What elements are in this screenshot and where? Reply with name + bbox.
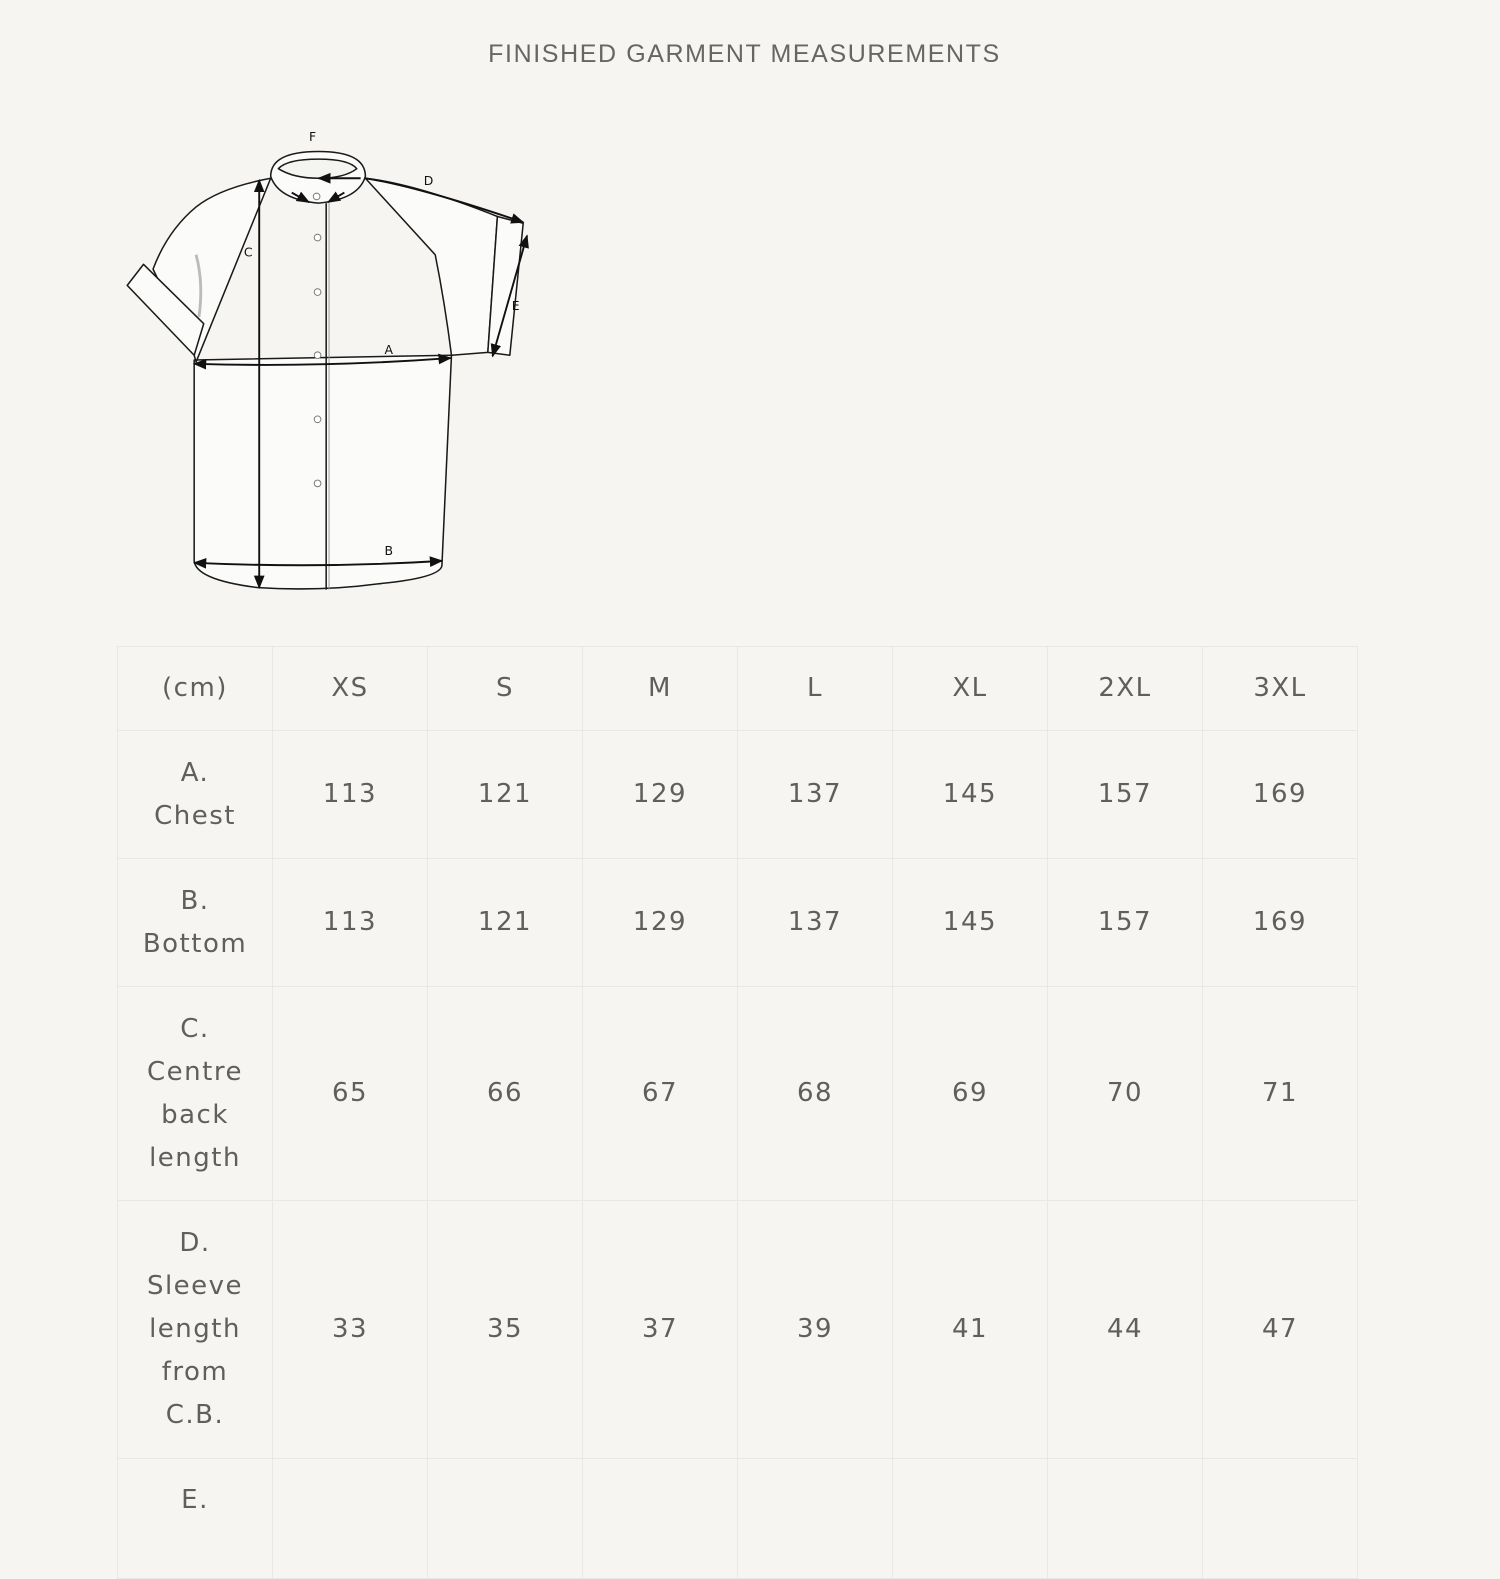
table-row bbox=[118, 987, 1358, 1201]
table-row bbox=[118, 731, 1358, 859]
table-row bbox=[118, 1459, 1358, 1579]
row-label-e: E. bbox=[118, 1459, 273, 1579]
page-title: FINISHED GARMENT MEASUREMENTS bbox=[488, 40, 1001, 68]
table-cell: 39 bbox=[738, 1201, 893, 1459]
table-cell bbox=[273, 1459, 428, 1579]
table-cell: 157 bbox=[1048, 731, 1203, 859]
size-chart-table bbox=[117, 646, 1358, 1579]
table-cell: 113 bbox=[273, 731, 428, 859]
table-cell: 129 bbox=[583, 731, 738, 859]
row-label-sleeve-length: D. Sleeve length from C.B. bbox=[118, 1201, 273, 1459]
size-header-m: M bbox=[583, 647, 738, 731]
size-header-l: L bbox=[738, 647, 893, 731]
row-label-chest: A. Chest bbox=[118, 731, 273, 859]
table-cell: 67 bbox=[583, 987, 738, 1201]
table-cell bbox=[1203, 1459, 1358, 1579]
table-cell bbox=[1048, 1459, 1203, 1579]
table-cell: 113 bbox=[273, 859, 428, 987]
table-cell bbox=[738, 1459, 893, 1579]
table-cell bbox=[583, 1459, 738, 1579]
table-cell: 66 bbox=[428, 987, 583, 1201]
table-cell: 70 bbox=[1048, 987, 1203, 1201]
table-cell: 33 bbox=[273, 1201, 428, 1459]
diagram-label-b: B bbox=[384, 543, 394, 559]
size-header-3xl: 3XL bbox=[1203, 647, 1358, 731]
table-row bbox=[118, 1201, 1358, 1459]
table-cell: 71 bbox=[1203, 987, 1358, 1201]
table-cell: 145 bbox=[893, 859, 1048, 987]
table-cell: 65 bbox=[273, 987, 428, 1201]
table-cell: 37 bbox=[583, 1201, 738, 1459]
table-header-row bbox=[118, 647, 1358, 731]
diagram-label-a: A bbox=[384, 342, 394, 358]
table-cell: 137 bbox=[738, 859, 893, 987]
table-cell: 47 bbox=[1203, 1201, 1358, 1459]
diagram-label-c: C bbox=[243, 244, 253, 260]
table-cell: 69 bbox=[893, 987, 1048, 1201]
table-cell: 68 bbox=[738, 987, 893, 1201]
table-cell: 157 bbox=[1048, 859, 1203, 987]
table-cell: 121 bbox=[428, 731, 583, 859]
table-cell: 41 bbox=[893, 1201, 1048, 1459]
size-header-2xl: 2XL bbox=[1048, 647, 1203, 731]
table-cell bbox=[893, 1459, 1048, 1579]
shirt-measurement-diagram bbox=[110, 110, 550, 610]
table-cell: 169 bbox=[1203, 859, 1358, 987]
table-cell bbox=[428, 1459, 583, 1579]
table-cell: 121 bbox=[428, 859, 583, 987]
size-header-xs: XS bbox=[273, 647, 428, 731]
size-header-s: S bbox=[428, 647, 583, 731]
diagram-label-f: F bbox=[308, 128, 317, 144]
table-cell: 169 bbox=[1203, 731, 1358, 859]
table-cell: 145 bbox=[893, 731, 1048, 859]
table-row bbox=[118, 859, 1358, 987]
diagram-label-d: D bbox=[423, 172, 434, 188]
row-label-bottom: B. Bottom bbox=[118, 859, 273, 987]
table-cell: 44 bbox=[1048, 1201, 1203, 1459]
shirt-sketch-icon bbox=[110, 110, 550, 610]
diagram-label-e: E bbox=[511, 298, 520, 314]
row-label-centre-back-length: C. Centre back length bbox=[118, 987, 273, 1201]
table-cell: 137 bbox=[738, 731, 893, 859]
table-cell: 129 bbox=[583, 859, 738, 987]
table-cell: 35 bbox=[428, 1201, 583, 1459]
unit-header: (cm) bbox=[118, 647, 273, 731]
size-header-xl: XL bbox=[893, 647, 1048, 731]
